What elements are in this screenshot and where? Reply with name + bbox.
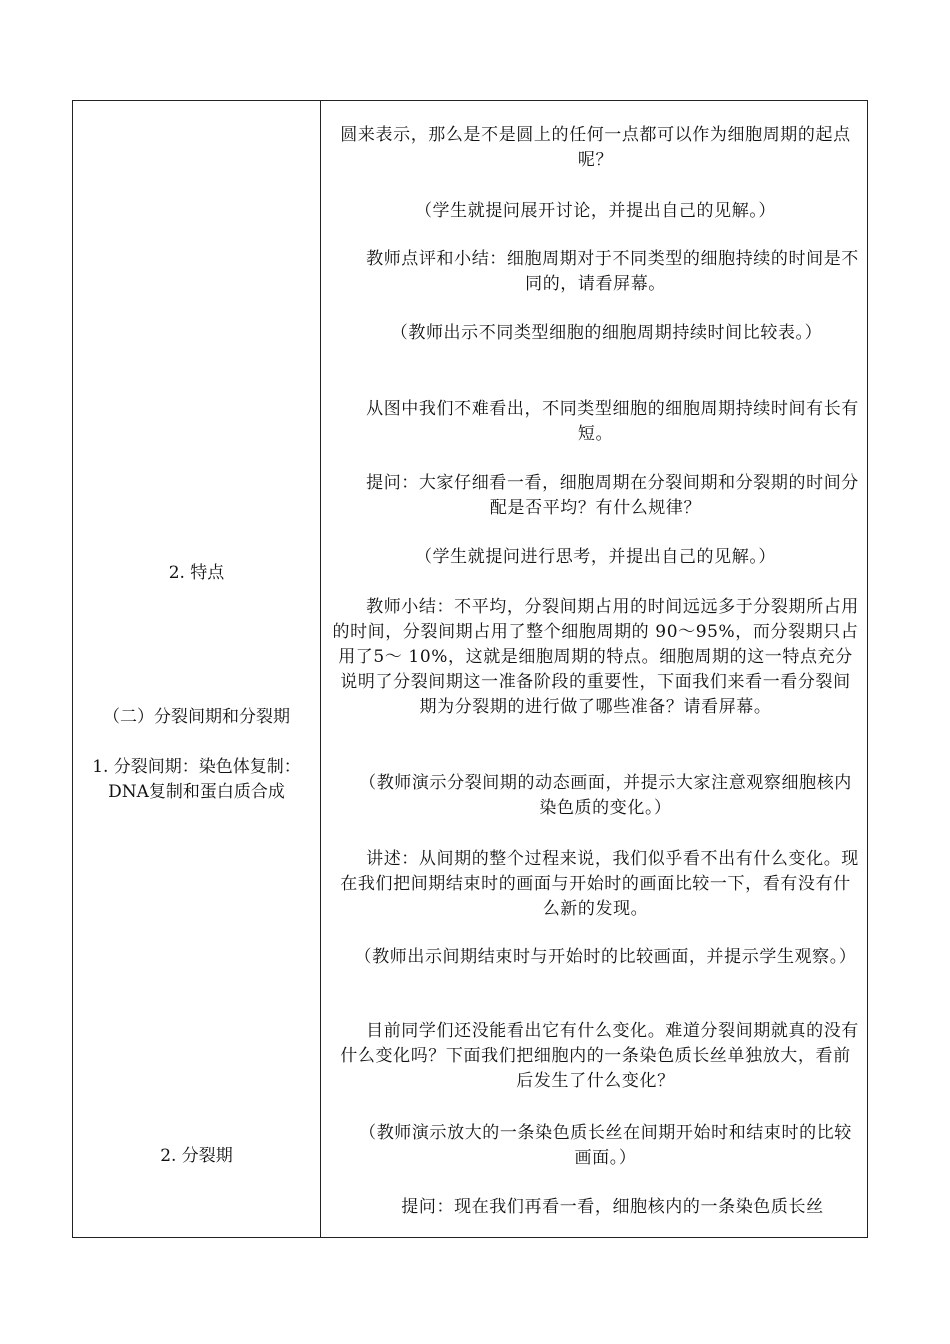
paragraph-teacher-comment: 教师点评和小结：细胞周期对于不同类型的细胞持续的时间是不同的，请看屏幕。: [366, 249, 859, 294]
paragraph-narration: 讲述：从间期的整个过程来说，我们似乎看不出有什么变化。现在我们把间期结束时的画面与开始时的画面比较一下，看有没有什么新的发现。: [340, 849, 859, 919]
paragraph-student-discussion: （学生就提问展开讨论，并提出自己的见解。）: [414, 201, 777, 221]
paragraph-question: 提问：大家仔细看一看，细胞周期在分裂间期和分裂期的时间分配是否平均？有什么规律？: [366, 473, 859, 518]
interphase-label: 1. 分裂间期：染色体复制：DNA复制和蛋白质合成: [92, 757, 301, 802]
paragraph-chromatin-question: 目前同学们还没能看出它有什么变化。难道分裂间期就真的没有什么变化吗？下面我们把细胞内的一条染色质长丝单独放大，看前后发生了什么变化？: [340, 1021, 859, 1091]
content-column: [322, 101, 867, 1237]
paragraph-interphase-demo: （教师演示分裂间期的动态画面，并提示大家注意观察细胞核内染色质的变化。）: [359, 773, 852, 818]
feature-label: 2. 特点: [168, 563, 225, 583]
paragraph-observation: 从图中我们不难看出，不同类型细胞的细胞周期持续时间有长有短。: [366, 399, 859, 444]
paragraph-circle-question: 圆来表示，那么是不是圆上的任何一点都可以作为细胞周期的起点呢？: [340, 125, 851, 170]
paragraph-comparison: （教师出示间期结束时与开始时的比较画面，并提示学生观察。）: [354, 947, 857, 967]
column-divider: [320, 101, 321, 1237]
paragraph-student-thinking: （学生就提问进行思考，并提出自己的见解。）: [414, 547, 777, 567]
paragraph-chromatin-demo: （教师演示放大的一条染色质长丝在间期开始时和结束时的比较画面。）: [359, 1123, 852, 1168]
lesson-table: [72, 100, 868, 1238]
mitosis-label: 2. 分裂期: [160, 1146, 233, 1166]
paragraph-final-question: 提问：现在我们再看一看，细胞核内的一条染色质长丝: [401, 1197, 824, 1217]
paragraph-teacher-summary: 教师小结：不平均，分裂间期占用的时间远远多于分裂期所占用的时间，分裂间期占用了整个细胞周期的 90～95%，而分裂期只占用了5～ 10%，这就是细胞周期的特点。细胞周期的这一特点充分说明了分裂间期这一准备阶段的重要性，下面我们来看一看分裂间期为分裂期的进行做了哪些准备？请看屏幕。: [332, 597, 859, 717]
section-title: （二）分裂间期和分裂期: [103, 707, 290, 727]
outline-column: [73, 101, 320, 1237]
paragraph-show-table: （教师出示不同类型细胞的细胞周期持续时间比较表。）: [390, 323, 823, 343]
